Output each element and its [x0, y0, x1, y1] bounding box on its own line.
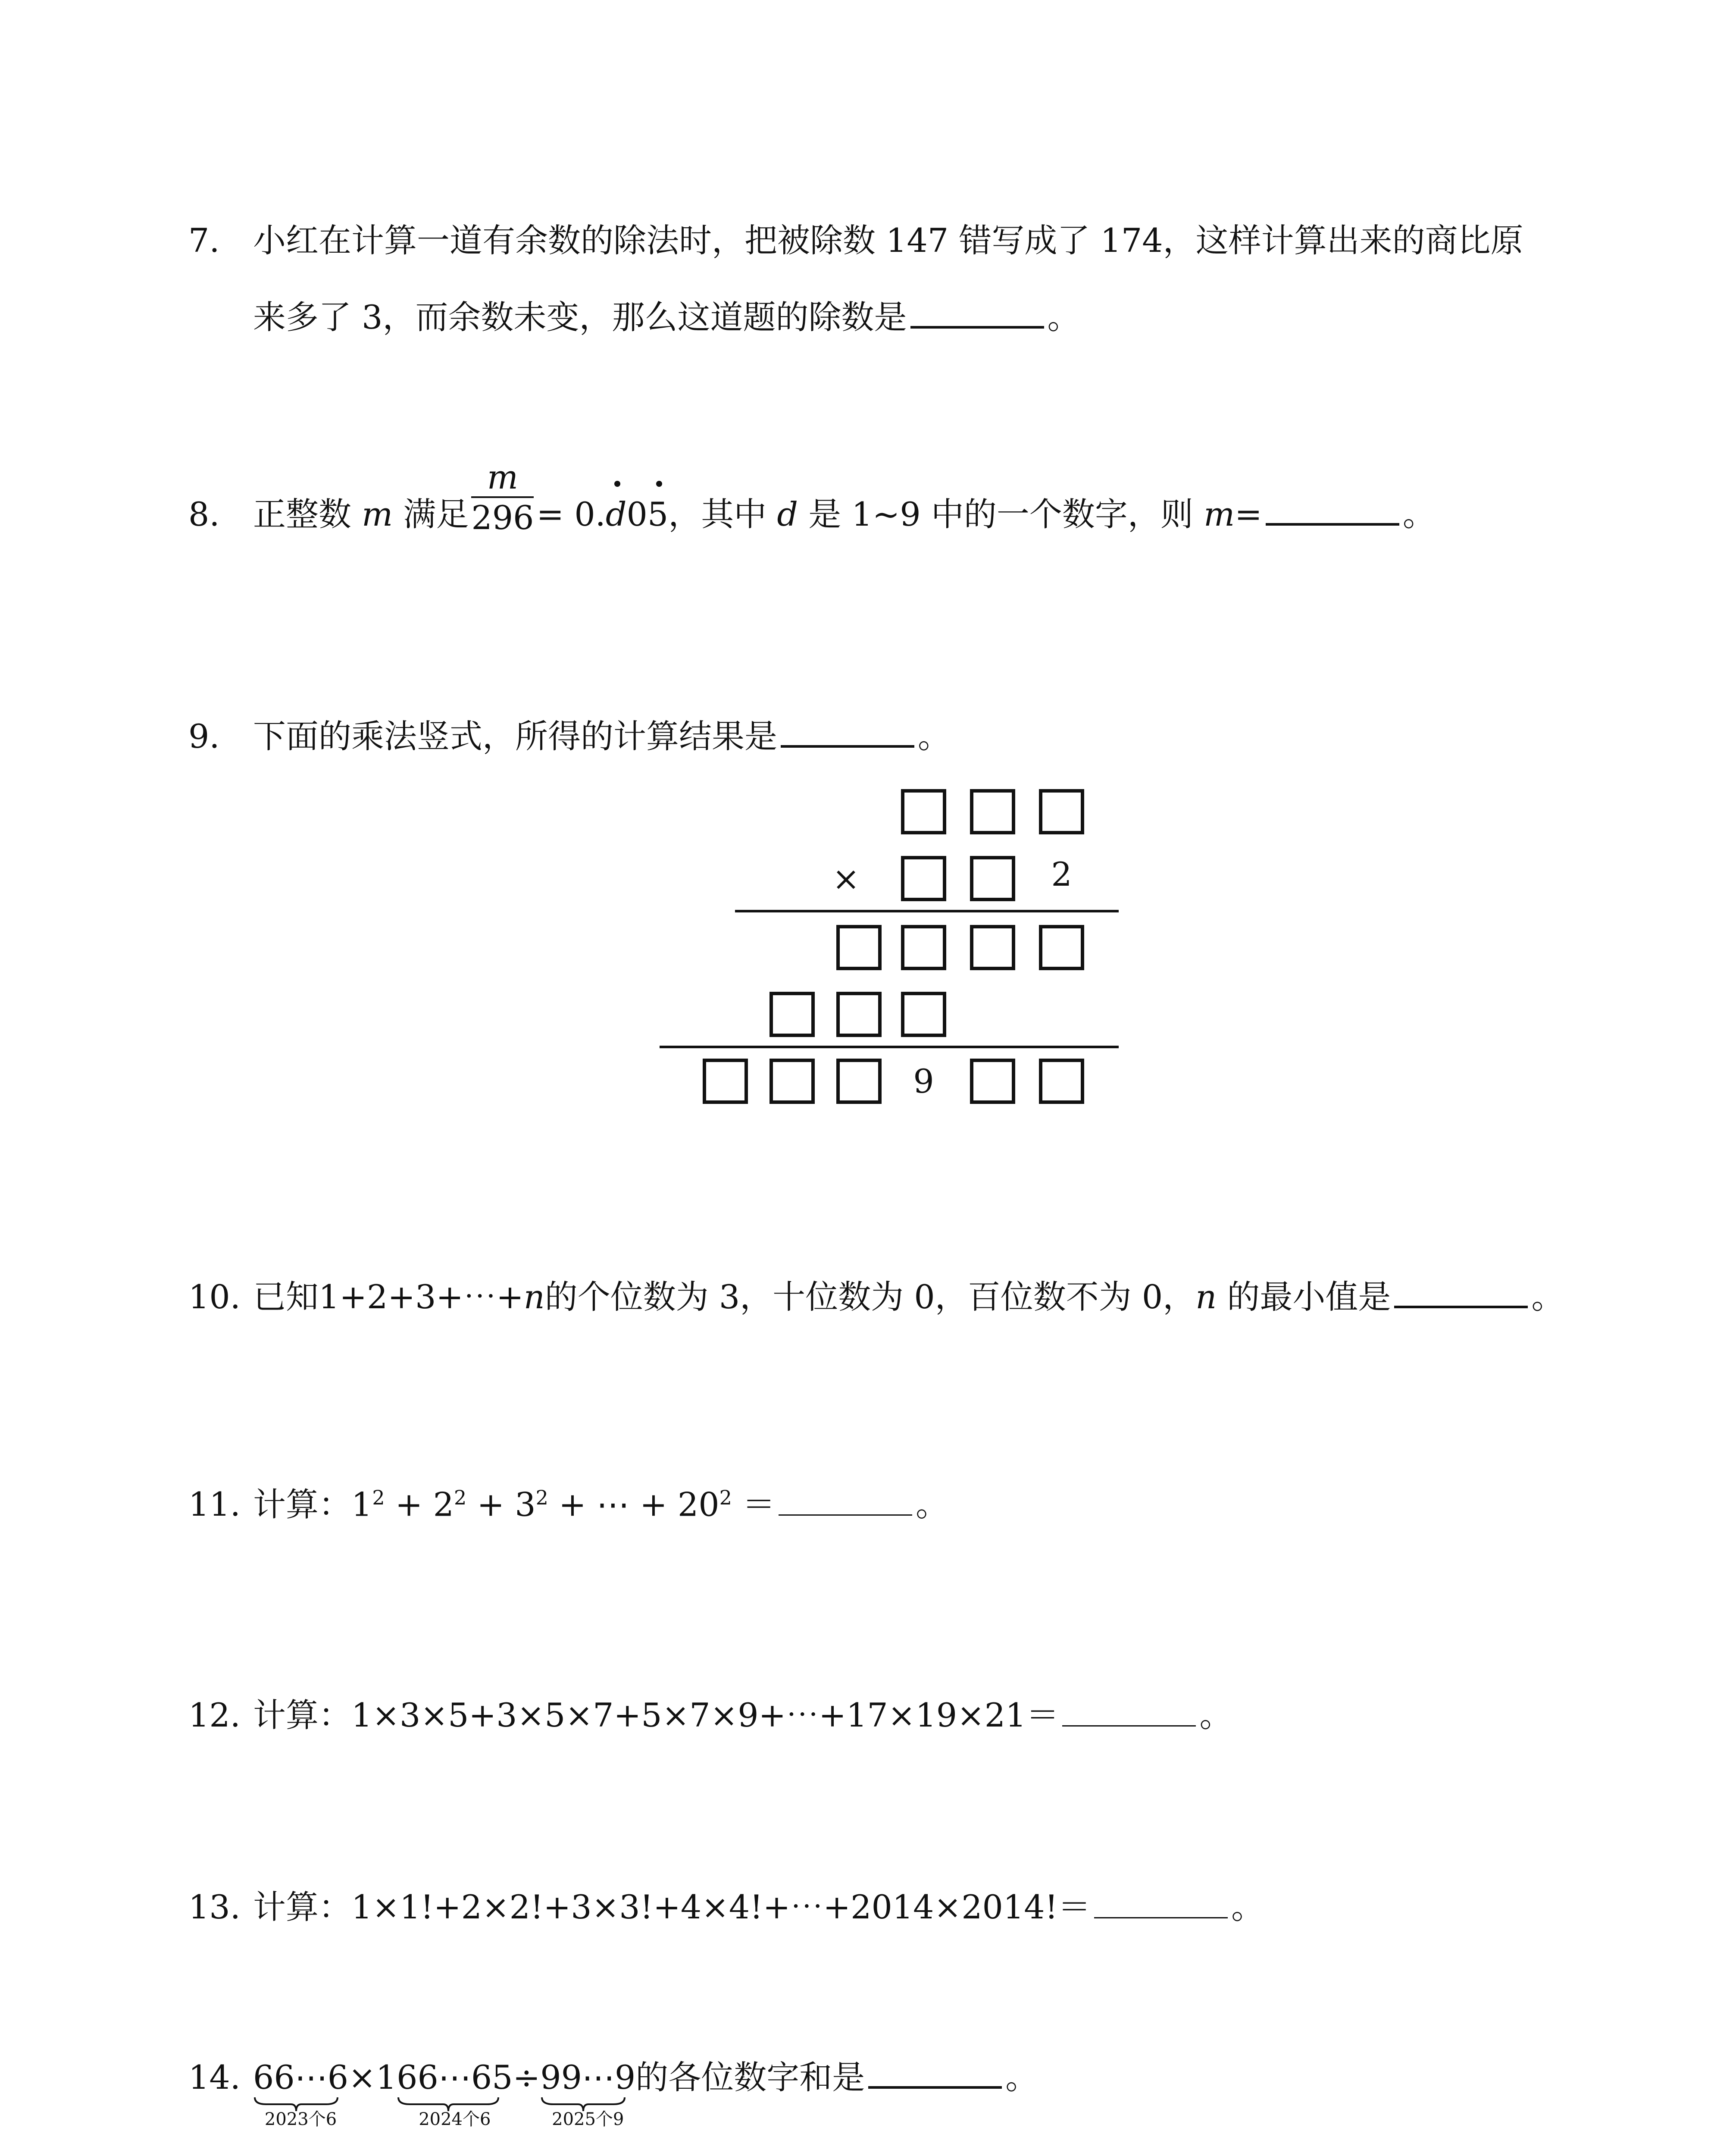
variable-n: n [523, 1278, 545, 1316]
question-text: 来多了 3，而余数未变，那么这道题的除数是 [253, 298, 907, 336]
brace-label: 2023个6 [264, 2109, 337, 2129]
question-text: 小红在计算一道有余数的除法时，把被除数 147 错写成了 174，这样计算出来的商比原 [253, 221, 1523, 260]
digit-box[interactable] [836, 992, 882, 1037]
question-8 [188, 458, 1436, 537]
answer-blank[interactable] [868, 2083, 1002, 2089]
punctuation: 。 [1231, 1888, 1264, 1926]
answer-blank[interactable] [1394, 1302, 1528, 1308]
question-number: 8. [188, 495, 220, 533]
digit-box[interactable] [1039, 789, 1084, 834]
answer-blank[interactable] [1062, 1722, 1196, 1727]
question-text: 的最小值是 [1217, 1278, 1391, 1316]
equals-decimal: = 0. [536, 495, 606, 533]
term: + 3 [466, 1485, 536, 1524]
digit-box[interactable] [901, 992, 946, 1037]
repeating-digit-5 [647, 495, 669, 533]
punctuation: 。 [1005, 2058, 1038, 2096]
exponent: 2 [454, 1486, 467, 1509]
question-number: 11. [188, 1485, 241, 1524]
question-number: 14. [188, 2058, 241, 2096]
punctuation: 。 [1531, 1278, 1564, 1316]
calc-label: 计算： [253, 1485, 351, 1524]
repeating-digit-d [605, 495, 627, 533]
digit-box[interactable] [901, 856, 946, 901]
answer-blank[interactable] [910, 323, 1044, 329]
question-14 [188, 2058, 1038, 2129]
question-11 [188, 1485, 949, 1524]
punctuation: 。 [916, 1485, 949, 1524]
digit-d: d [605, 495, 627, 533]
digits-66-65: 66⋯65 [397, 2058, 513, 2096]
question-13 [188, 1888, 1264, 1926]
digit-0: 0 [626, 495, 647, 533]
equals-sign: ＝ [732, 1485, 776, 1524]
question-10 [188, 1278, 1564, 1316]
question-number: 9. [188, 717, 220, 755]
digit-box[interactable] [703, 1059, 748, 1104]
answer-blank[interactable] [1266, 520, 1399, 526]
question-text: 满足 [393, 495, 469, 533]
digits-99-9: 99⋯9 [540, 2058, 636, 2096]
variable-m: m [362, 495, 393, 533]
digit-box[interactable] [769, 1059, 815, 1104]
fraction-denominator: 296 [471, 498, 534, 537]
brace-label: 2025个9 [552, 2109, 624, 2129]
digit-box[interactable] [970, 1059, 1015, 1104]
question-number: 7. [188, 221, 220, 260]
calc-label: 计算： [253, 1696, 351, 1734]
exponent: 2 [372, 1486, 385, 1509]
underbrace-group-3 [540, 2058, 636, 2129]
fraction-numerator: m [471, 461, 534, 498]
digit-box[interactable] [901, 789, 946, 834]
digit-box[interactable] [769, 992, 815, 1037]
given-digit-9: 9 [913, 1062, 934, 1100]
times-sign: × [832, 859, 860, 898]
question-text: ，其中 [668, 495, 777, 533]
underbrace-group-1 [253, 2058, 349, 2129]
brace-label: 2024个6 [419, 2109, 491, 2129]
operator: ×1 [348, 2058, 397, 2096]
equals-sign: = [1235, 495, 1262, 533]
question-9 [188, 717, 951, 755]
question-text: 正整数 [253, 495, 362, 533]
digit-box[interactable] [836, 925, 882, 970]
repeat-dot [614, 481, 620, 487]
digit-box[interactable] [970, 925, 1015, 970]
question-text: 已知1+2+3+⋯+ [253, 1278, 524, 1316]
variable-m: m [1204, 495, 1235, 533]
underbrace-group-2 [397, 2058, 513, 2129]
calc-label: 计算： [253, 1888, 351, 1926]
digit-box[interactable] [1039, 1059, 1084, 1104]
answer-blank[interactable] [1094, 1914, 1228, 1918]
term: + 2 [385, 1485, 454, 1524]
given-digit-2: 2 [1051, 855, 1072, 893]
punctuation: 。 [918, 717, 951, 755]
variable-n: n [1195, 1278, 1217, 1316]
exponent: 2 [719, 1486, 732, 1509]
repeat-dot [656, 481, 662, 487]
question-12 [188, 1696, 1232, 1734]
expression: 1×1!+2×2!+3×3!+4×4!+⋯+2014×2014!＝ [351, 1888, 1091, 1926]
fraction [471, 458, 534, 537]
digit-5: 5 [647, 495, 669, 533]
punctuation: 。 [1047, 298, 1080, 336]
variable-d: d [777, 495, 798, 533]
product-line [735, 910, 1119, 912]
question-text: 的各位数字和是 [635, 2058, 865, 2096]
sum-line [660, 1046, 1119, 1048]
digit-box[interactable] [970, 856, 1015, 901]
answer-blank[interactable] [779, 1511, 912, 1516]
digit-box[interactable] [1039, 925, 1084, 970]
question-number: 10. [188, 1278, 241, 1316]
question-text: 的个位数为 3，十位数为 0，百位数不为 0， [544, 1278, 1196, 1316]
term: 1 [351, 1485, 372, 1524]
punctuation: 。 [1199, 1696, 1232, 1734]
multiplication-puzzle [647, 772, 1142, 1117]
expression: 1×3×5+3×5×7+5×7×9+⋯+17×19×21＝ [351, 1696, 1059, 1734]
digit-box[interactable] [836, 1059, 882, 1104]
question-number: 13. [188, 1888, 241, 1926]
question-7 [188, 221, 1523, 260]
punctuation: 。 [1402, 495, 1436, 533]
digit-box[interactable] [901, 925, 946, 970]
digits-66-6: 66⋯6 [253, 2058, 349, 2096]
question-text: 下面的乘法竖式，所得的计算结果是 [253, 717, 777, 755]
answer-blank[interactable] [781, 742, 914, 748]
operator: ÷ [513, 2058, 541, 2096]
term: + ⋯ + 20 [548, 1485, 719, 1524]
question-7-line2 [253, 291, 1080, 338]
exponent: 2 [535, 1486, 548, 1509]
question-text: 是 1~9 中的一个数字，则 [798, 495, 1204, 533]
digit-box[interactable] [970, 789, 1015, 834]
question-number: 12. [188, 1696, 241, 1734]
